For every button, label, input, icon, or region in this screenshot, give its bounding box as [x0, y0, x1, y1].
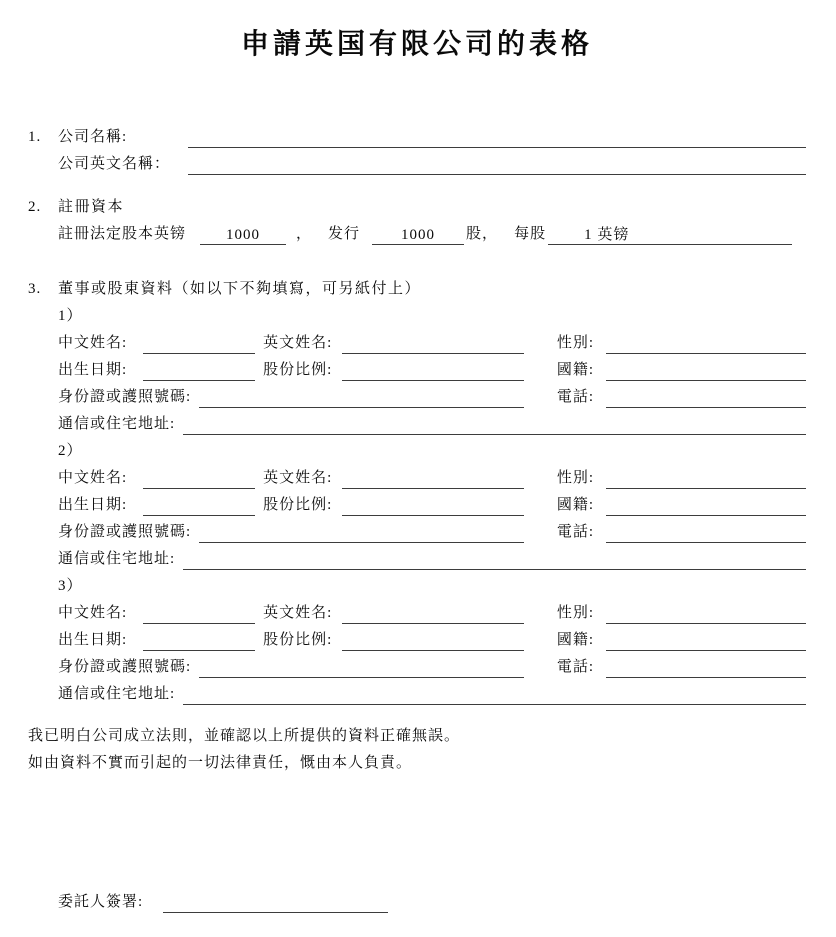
member-2-chinese-name-line[interactable] — [143, 469, 255, 489]
member-3-id-passport-line[interactable] — [199, 658, 524, 678]
section-company-name — [28, 124, 806, 178]
share-ratio-label: 股份比例: — [263, 497, 333, 513]
company-english-name-label: 公司英文名稱： — [58, 156, 171, 172]
member-2-nationality-line[interactable] — [606, 496, 806, 516]
member-2-index: 2） — [58, 443, 83, 459]
declaration-line-2: 如由資料不實而引起的一切法律責任，慨由本人負責。 — [28, 755, 413, 771]
shares-suffix-label: 股， — [466, 226, 499, 242]
chinese-name-label: 中文姓名: — [58, 335, 128, 351]
member-3-chinese-name-line[interactable] — [143, 604, 255, 624]
phone-label: 電話: — [556, 659, 594, 675]
english-name-label: 英文姓名: — [263, 470, 333, 486]
nationality-label: 國籍: — [556, 632, 594, 648]
declaration — [28, 723, 806, 777]
nationality-label: 國籍: — [556, 497, 594, 513]
issued-shares-value: 1000 — [401, 227, 436, 243]
member-2-gender-line[interactable] — [606, 469, 806, 489]
id-passport-label: 身份證或護照號碼: — [58, 524, 192, 540]
per-share-label: 每股 — [514, 226, 547, 242]
english-name-label: 英文姓名: — [263, 605, 333, 621]
phone-label: 電話: — [556, 524, 594, 540]
section-registered-capital — [28, 194, 806, 248]
authorized-capital-line[interactable] — [200, 225, 286, 245]
member-1-share-ratio-line[interactable] — [342, 361, 524, 381]
section3-number: 3. — [28, 281, 42, 297]
section1-number: 1. — [28, 129, 42, 145]
issued-shares-line[interactable] — [372, 225, 464, 245]
company-english-name-line[interactable] — [188, 155, 806, 175]
member-1-address-line[interactable] — [183, 415, 806, 435]
per-share-line[interactable] — [548, 225, 792, 245]
section-directors — [28, 276, 806, 708]
member-2-address-line[interactable] — [183, 550, 806, 570]
member-3-address-line[interactable] — [183, 685, 806, 705]
member-2-english-name-line[interactable] — [342, 469, 524, 489]
authorized-capital-label: 註冊法定股本英镑 — [58, 226, 187, 242]
company-name-line[interactable] — [188, 128, 806, 148]
chinese-name-label: 中文姓名: — [58, 605, 128, 621]
gender-label: 性別: — [556, 470, 594, 486]
member-1-birth-date-line[interactable] — [143, 361, 255, 381]
member-block-1 — [58, 303, 806, 438]
address-label: 通信或住宅地址: — [58, 686, 176, 702]
member-1-id-passport-line[interactable] — [199, 388, 524, 408]
signature-row — [58, 889, 806, 916]
member-3-index: 3） — [58, 578, 83, 594]
member-block-2 — [58, 438, 806, 573]
id-passport-label: 身份證或護照號碼: — [58, 659, 192, 675]
signature-label: 委託人簽署: — [58, 894, 144, 910]
declaration-line-1: 我已明白公司成立法則，並確認以上所提供的資料正確無誤。 — [28, 728, 461, 744]
member-3-english-name-line[interactable] — [342, 604, 524, 624]
address-label: 通信或住宅地址: — [58, 416, 176, 432]
chinese-name-label: 中文姓名: — [58, 470, 128, 486]
section2-number: 2. — [28, 199, 42, 215]
nationality-label: 國籍: — [556, 362, 594, 378]
member-3-gender-line[interactable] — [606, 604, 806, 624]
member-3-share-ratio-line[interactable] — [342, 631, 524, 651]
phone-label: 電話: — [556, 389, 594, 405]
registered-capital-heading: 註冊資本 — [58, 199, 125, 215]
form-title: 申請英国有限公司的表格 — [240, 28, 593, 59]
id-passport-label: 身份證或護照號碼: — [58, 389, 192, 405]
company-name-label: 公司名稱: — [58, 129, 128, 145]
gender-label: 性別: — [556, 605, 594, 621]
member-2-birth-date-line[interactable] — [143, 496, 255, 516]
member-1-phone-line[interactable] — [606, 388, 806, 408]
member-2-phone-line[interactable] — [606, 523, 806, 543]
address-label: 通信或住宅地址: — [58, 551, 176, 567]
share-ratio-label: 股份比例: — [263, 362, 333, 378]
issue-label: 发行 — [328, 226, 361, 242]
birth-date-label: 出生日期: — [58, 362, 128, 378]
member-3-birth-date-line[interactable] — [143, 631, 255, 651]
member-1-english-name-line[interactable] — [342, 334, 524, 354]
member-3-phone-line[interactable] — [606, 658, 806, 678]
birth-date-label: 出生日期: — [58, 632, 128, 648]
member-2-id-passport-line[interactable] — [199, 523, 524, 543]
authorized-capital-value: 1000 — [226, 227, 261, 243]
per-share-value: 1 英镑 — [584, 227, 630, 243]
english-name-label: 英文姓名: — [263, 335, 333, 351]
member-1-index: 1） — [58, 308, 83, 324]
signature-line[interactable] — [163, 893, 388, 913]
member-1-nationality-line[interactable] — [606, 361, 806, 381]
directors-heading: 董事或股東資料（如以下不夠填寫，可另紙付上） — [58, 281, 422, 297]
gender-label: 性別: — [556, 335, 594, 351]
member-3-nationality-line[interactable] — [606, 631, 806, 651]
member-1-gender-line[interactable] — [606, 334, 806, 354]
member-2-share-ratio-line[interactable] — [342, 496, 524, 516]
birth-date-label: 出生日期: — [58, 497, 128, 513]
member-block-3 — [58, 573, 806, 708]
capital-comma: ， — [296, 226, 313, 242]
member-1-chinese-name-line[interactable] — [143, 334, 255, 354]
share-ratio-label: 股份比例: — [263, 632, 333, 648]
